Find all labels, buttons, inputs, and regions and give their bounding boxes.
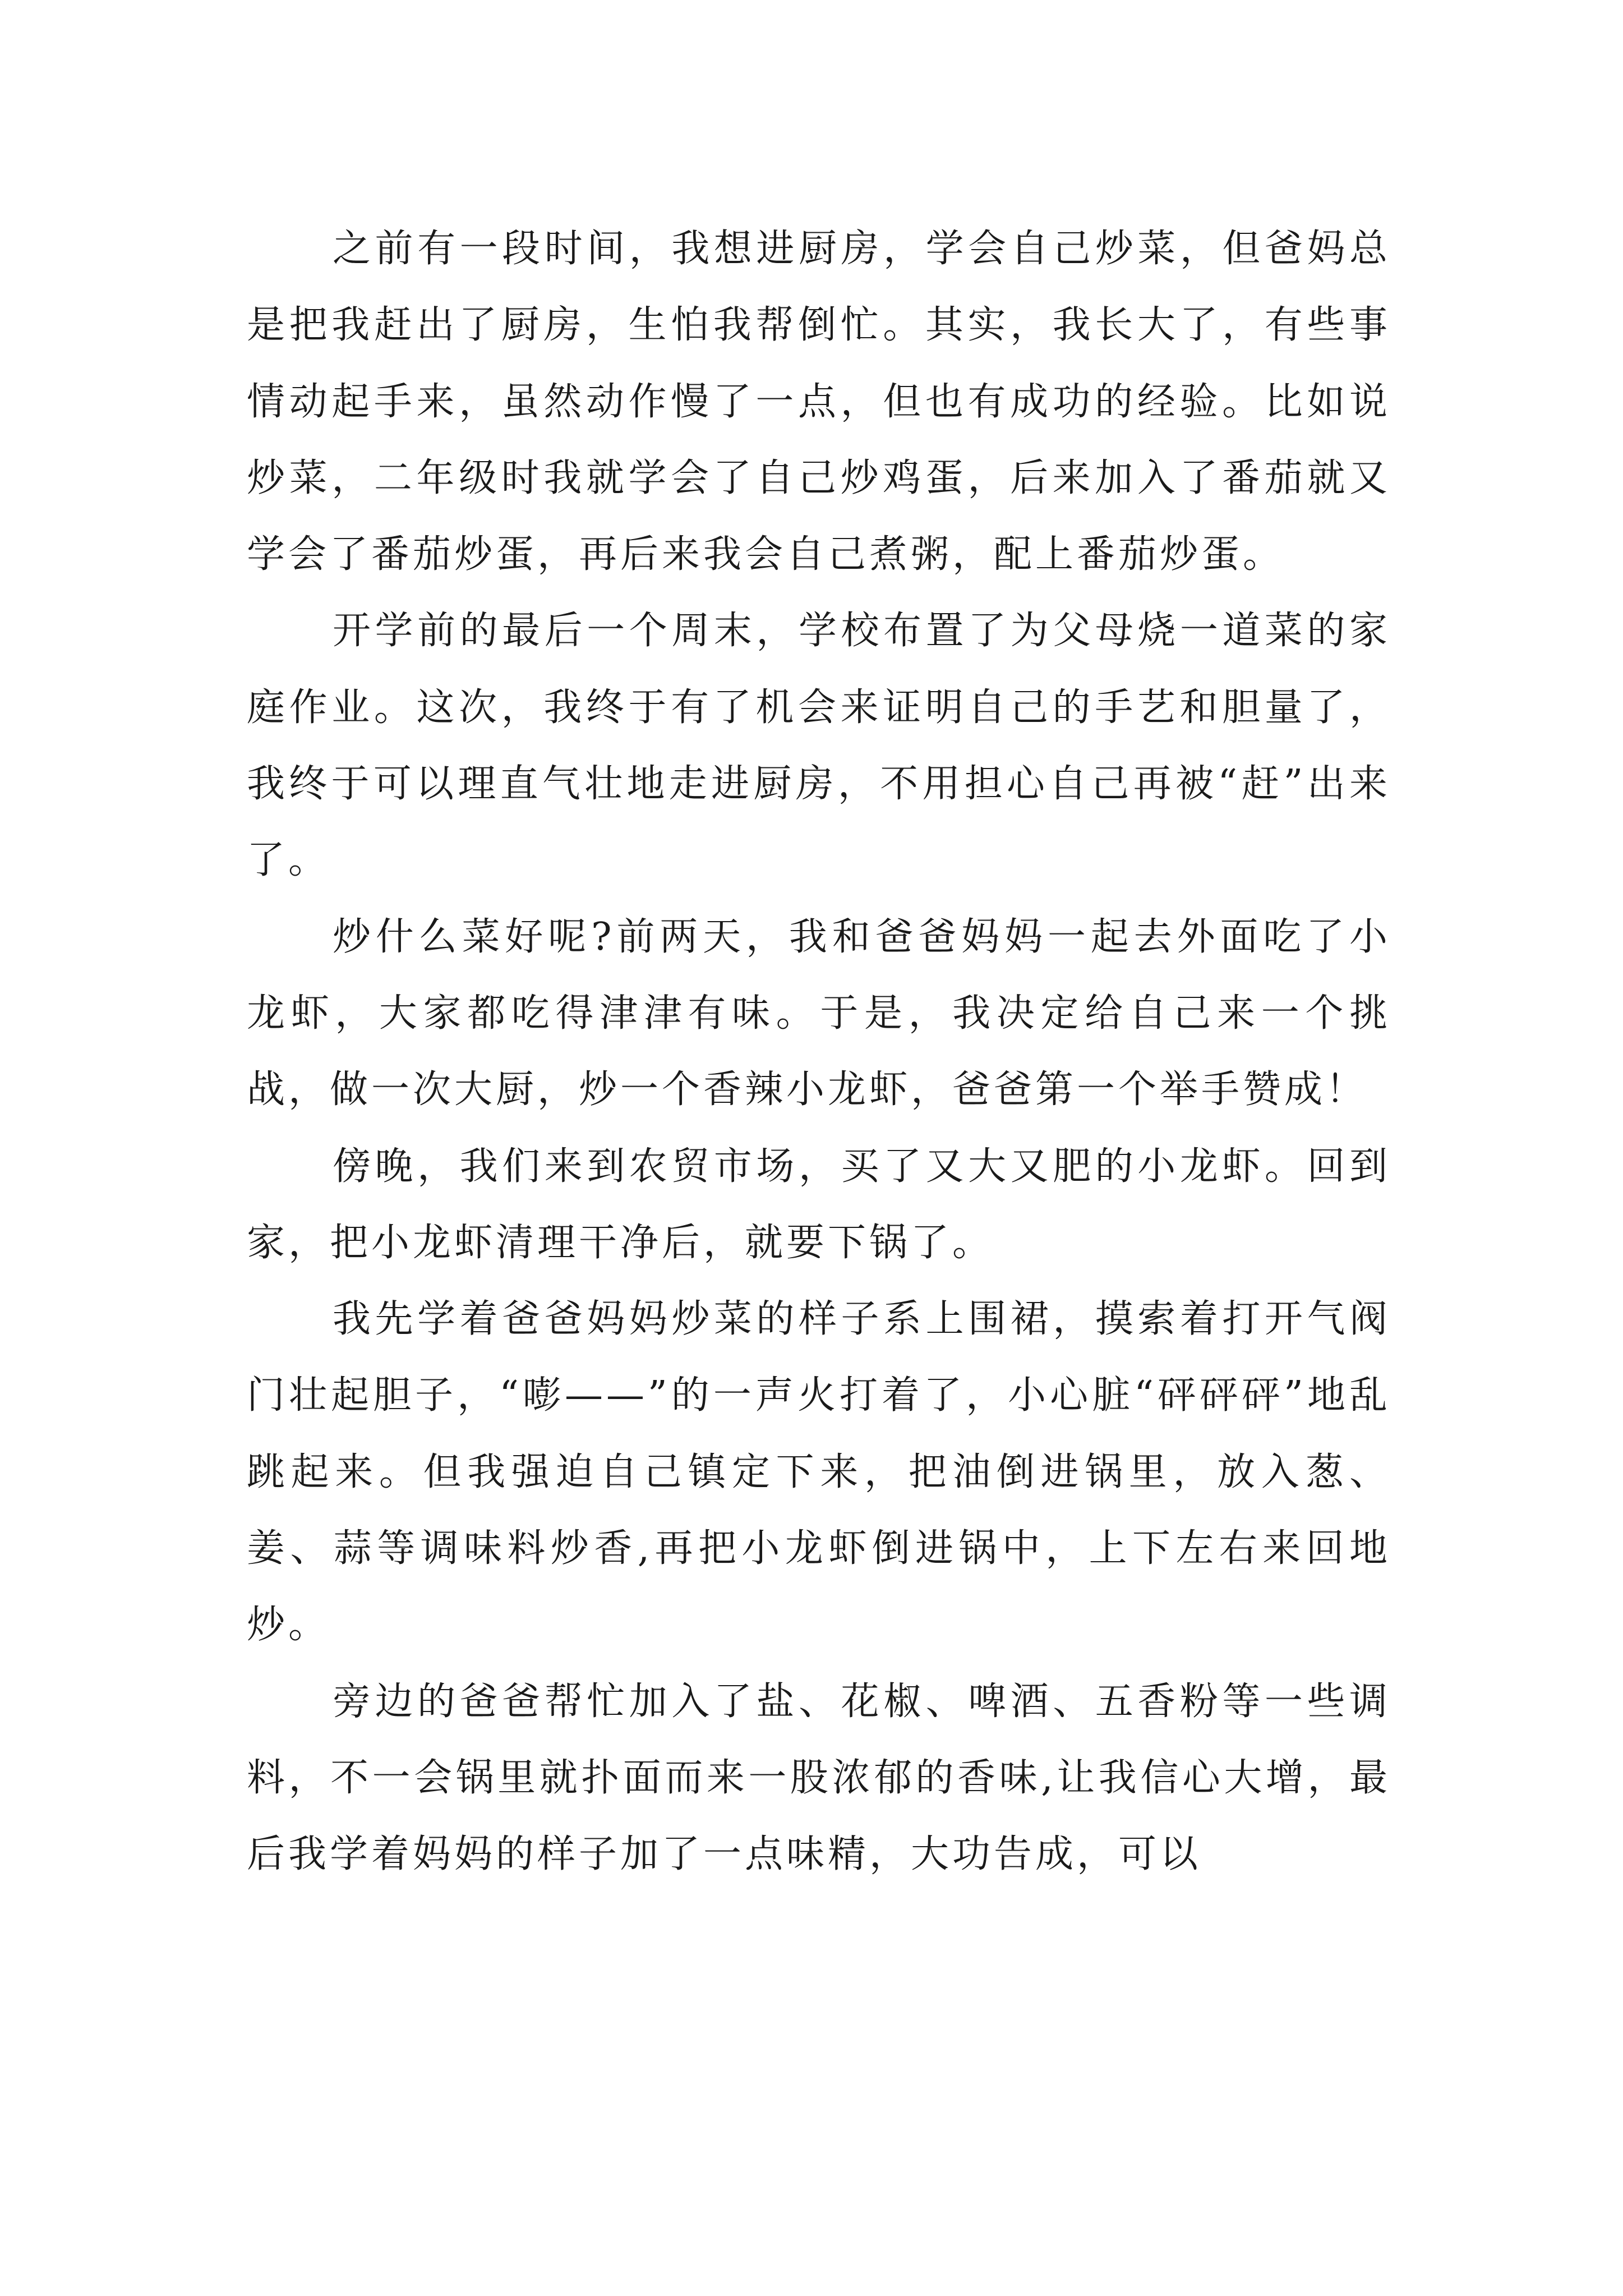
paragraph-1: 之前有一段时间，我想进厨房，学会自己炒菜，但爸妈总是把我赶出了厨房，生怕我帮倒忙。其实，我长大了，有些事情动起手来，虽然动作慢了一点，但也有成功的经验。比如说炒菜，二年级时我就学会了自己炒鸡蛋，后来加入了番茄就又学会了番茄炒蛋，再后来我会自己煮粥，配上番茄炒蛋。 xyxy=(247,227,1391,577)
paragraph-4: 傍晚，我们来到农贸市场，买了又大又肥的小龙虾。回到家，把小龙虾清理干净后，就要下锅了。 xyxy=(247,1144,1391,1265)
paragraph-5: 我先学着爸爸妈妈炒菜的样子系上围裙，摸索着打开气阀门壮起胆子，“嘭——”的一声火打着了，小心脏“砰砰砰”地乱跳起来。但我强迫自己镇定下来，把油倒进锅里，放入葱、姜、蒜等调味料炒香,再把小龙虾倒进锅中，上下左右来回地炒。 xyxy=(247,1297,1391,1648)
essay-body xyxy=(247,211,1391,1893)
paragraph-3: 炒什么菜好呢?前两天，我和爸爸妈妈一起去外面吃了小龙虾，大家都吃得津津有味。于是，我决定给自己来一个挑战，做一次大厨，炒一个香辣小龙虾，爸爸第一个举手赞成！ xyxy=(247,914,1391,1112)
paragraph-2: 开学前的最后一个周末，学校布置了为父母烧一道菜的家庭作业。这次，我终于有了机会来证明自己的手艺和胆量了，我终于可以理直气壮地走进厨房，不用担心自己再被“赶”出来了。 xyxy=(247,609,1391,883)
paragraph-6: 旁边的爸爸帮忙加入了盐、花椒、啤酒、五香粉等一些调料，不一会锅里就扑面而来一股浓郁的香味,让我信心大增，最后我学着妈妈的样子加了一点味精，大功告成，可以 xyxy=(247,1679,1391,1877)
